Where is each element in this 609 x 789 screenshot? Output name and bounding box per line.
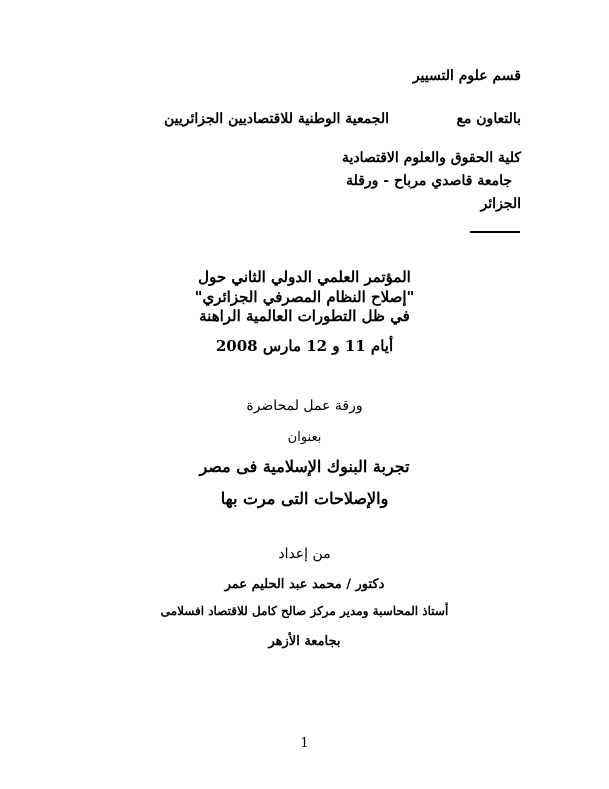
paper-titled: بعنوان bbox=[287, 430, 322, 445]
faculty-name: كلية الحقوق والعلوم الاقتصادية bbox=[341, 150, 521, 166]
university-name: جامعة قاصدي مرباح - ورقلة bbox=[346, 173, 512, 189]
conference-title: المؤتمر العلمي الدولي الثاني حول bbox=[198, 268, 411, 286]
prepared-by: من إعداد bbox=[278, 546, 331, 562]
country-name: الجزائر bbox=[480, 196, 521, 212]
conference-dates: أيام 11 و 12 مارس 2008 bbox=[215, 337, 394, 355]
paper-title-line1: تجربة البنوك الإسلامية فى مصر bbox=[199, 457, 410, 476]
header-divider bbox=[470, 231, 520, 233]
conference-context: في ظل التطورات العالمية الراهنة bbox=[199, 307, 410, 325]
paper-intro: ورقة عمل لمحاضرة bbox=[246, 398, 363, 414]
author-institution: بجامعة الأزهر bbox=[268, 634, 341, 649]
author-position: أستاذ المحاسبة ومدير مركز صالح كامل للاقتصاد افسلامى bbox=[160, 604, 449, 618]
cooperation-partner: الجمعية الوطنية للاقتصاديين الجزائريين bbox=[163, 111, 389, 127]
paper-title-line2: والإصلاحات التى مرت بها bbox=[220, 489, 389, 508]
cooperation-prefix: بالتعاون مع bbox=[456, 111, 521, 127]
conference-subject: "إصلاح النظام المصرفي الجزائري" bbox=[194, 288, 415, 306]
department-name: قسم علوم التسيير bbox=[412, 68, 521, 84]
author-name: دكتور / محمد عبد الحليم عمر bbox=[224, 577, 385, 592]
page-number: 1 bbox=[300, 736, 309, 751]
